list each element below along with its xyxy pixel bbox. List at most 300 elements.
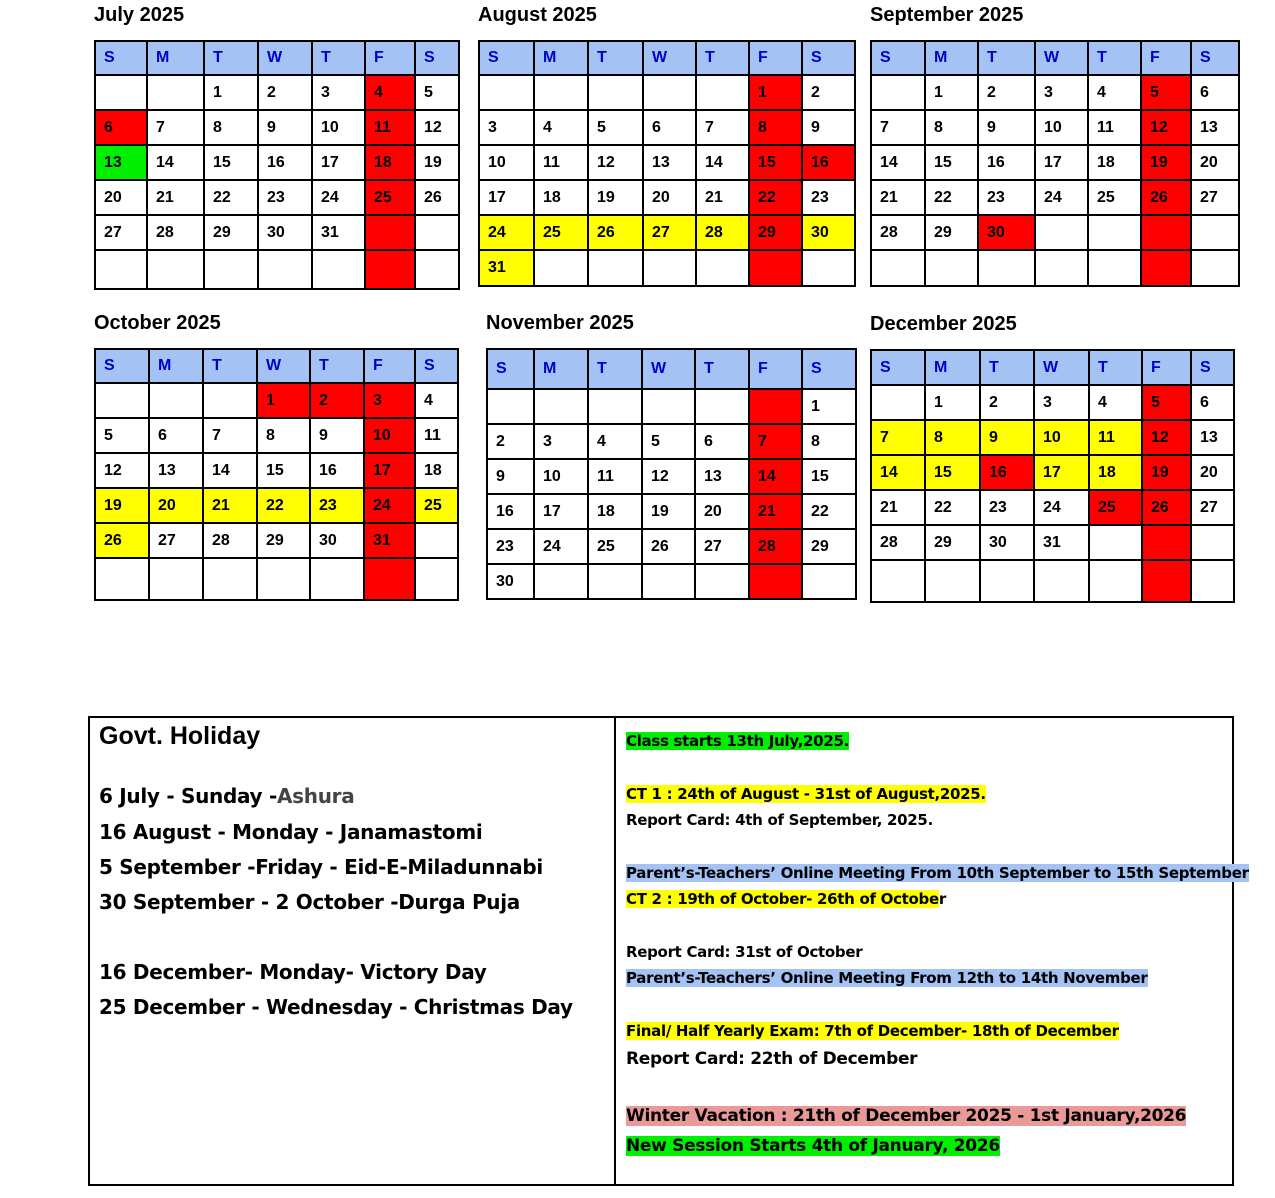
weekday-header: M [147, 41, 204, 75]
empty-day-cell [415, 215, 459, 250]
day-cell: 29 [925, 215, 978, 250]
day-cell: 3 [1035, 75, 1088, 110]
event-text-tail: r [938, 890, 946, 908]
empty-day-cell [479, 75, 534, 110]
holiday-text: 30 September - 2 October -Durga Puja [99, 890, 520, 914]
empty-day-cell [749, 564, 802, 599]
empty-day-cell [871, 560, 925, 602]
day-cell: 31 [1034, 525, 1089, 560]
month-table [870, 349, 1235, 603]
day-cell: 21 [696, 180, 749, 215]
week-row [479, 110, 855, 145]
day-cell: 10 [312, 110, 365, 145]
weekday-header: W [1034, 350, 1089, 385]
day-cell: 7 [871, 420, 925, 455]
day-cell: 22 [749, 180, 802, 215]
empty-day-cell [364, 558, 415, 600]
day-cell: 12 [1142, 420, 1191, 455]
empty-day-cell [147, 75, 204, 110]
day-cell: 11 [365, 110, 415, 145]
month-title: November 2025 [486, 312, 634, 334]
day-cell: 27 [95, 215, 147, 250]
day-cell: 16 [258, 145, 312, 180]
day-cell: 2 [980, 385, 1034, 420]
week-row [871, 215, 1239, 250]
week-row [871, 490, 1234, 525]
day-cell: 9 [978, 110, 1035, 145]
week-row [871, 250, 1239, 286]
day-cell: 12 [588, 145, 643, 180]
holiday-text: 16 August - Monday - Janamastomi [99, 820, 483, 844]
day-cell: 13 [1191, 420, 1234, 455]
day-cell: 15 [204, 145, 258, 180]
empty-day-cell [95, 75, 147, 110]
day-cell: 27 [1191, 180, 1239, 215]
holiday-item [99, 820, 482, 844]
day-cell: 16 [802, 145, 855, 180]
holiday-name: Ashura [276, 784, 355, 808]
weekday-header: W [258, 41, 312, 75]
week-row [871, 75, 1239, 110]
day-cell: 10 [534, 459, 588, 494]
weekday-header: W [1035, 41, 1088, 75]
week-row [487, 529, 856, 564]
week-row [479, 250, 855, 286]
day-cell: 8 [749, 110, 802, 145]
day-cell: 28 [147, 215, 204, 250]
day-cell: 31 [312, 215, 365, 250]
weekday-header: S [95, 349, 149, 383]
day-cell: 31 [364, 523, 415, 558]
empty-day-cell [415, 250, 459, 289]
empty-day-cell [203, 558, 257, 600]
empty-day-cell [257, 558, 310, 600]
week-row [479, 215, 855, 250]
day-cell: 18 [588, 494, 642, 529]
month-table [94, 40, 460, 290]
week-row [95, 215, 459, 250]
day-cell: 9 [487, 459, 534, 494]
day-cell: 21 [749, 494, 802, 529]
day-cell: 18 [1088, 145, 1141, 180]
weekday-header: S [802, 349, 856, 389]
weekday-header: T [203, 349, 257, 383]
day-cell: 20 [1191, 455, 1234, 490]
day-cell: 23 [487, 529, 534, 564]
weekday-header: S [415, 349, 458, 383]
week-row [487, 564, 856, 599]
day-cell: 15 [802, 459, 856, 494]
govt-holiday-section [90, 718, 616, 1184]
empty-day-cell [1191, 215, 1239, 250]
empty-day-cell [588, 250, 643, 286]
day-cell: 27 [1191, 490, 1234, 525]
empty-day-cell [95, 383, 149, 418]
week-row [871, 145, 1239, 180]
day-cell: 21 [203, 488, 257, 523]
day-cell: 30 [980, 525, 1034, 560]
day-cell: 19 [642, 494, 695, 529]
week-row [871, 525, 1234, 560]
month-title: December 2025 [870, 313, 1017, 335]
day-cell: 1 [802, 389, 856, 424]
day-cell: 20 [695, 494, 749, 529]
empty-day-cell [871, 385, 925, 420]
empty-day-cell [1191, 560, 1234, 602]
day-cell: 6 [1191, 75, 1239, 110]
empty-day-cell [643, 250, 696, 286]
empty-day-cell [95, 250, 147, 289]
holiday-item [99, 960, 487, 984]
week-row [95, 110, 459, 145]
day-cell: 6 [95, 110, 147, 145]
holiday-item [99, 784, 354, 808]
empty-day-cell [365, 215, 415, 250]
empty-day-cell [925, 250, 978, 286]
day-cell: 16 [980, 455, 1034, 490]
empty-day-cell [534, 564, 588, 599]
week-row [95, 75, 459, 110]
weekday-header: F [749, 349, 802, 389]
day-cell: 14 [147, 145, 204, 180]
day-cell: 5 [588, 110, 643, 145]
weekday-header: S [871, 350, 925, 385]
day-cell: 9 [258, 110, 312, 145]
day-cell: 26 [95, 523, 149, 558]
month-title: July 2025 [94, 4, 185, 26]
holiday-text: 6 July - Sunday - [99, 784, 277, 808]
empty-day-cell [642, 564, 695, 599]
day-cell: 8 [204, 110, 258, 145]
empty-day-cell [534, 389, 588, 424]
empty-day-cell [871, 250, 925, 286]
day-cell: 21 [871, 490, 925, 525]
day-cell: 17 [1035, 145, 1088, 180]
weekday-header: W [257, 349, 310, 383]
day-cell: 30 [310, 523, 364, 558]
weekday-header-row [871, 350, 1234, 385]
week-row [95, 250, 459, 289]
weekday-header: F [1141, 41, 1191, 75]
week-row [487, 459, 856, 494]
week-row [487, 424, 856, 459]
day-cell: 24 [534, 529, 588, 564]
week-row [95, 453, 458, 488]
weekday-header: F [749, 41, 802, 75]
empty-day-cell [1035, 215, 1088, 250]
day-cell: 20 [643, 180, 696, 215]
day-cell: 15 [257, 453, 310, 488]
empty-day-cell [588, 389, 642, 424]
day-cell: 14 [871, 455, 925, 490]
day-cell: 29 [204, 215, 258, 250]
day-cell: 15 [925, 455, 980, 490]
day-cell: 3 [534, 424, 588, 459]
day-cell: 21 [871, 180, 925, 215]
day-cell: 17 [479, 180, 534, 215]
weekday-header: W [642, 349, 695, 389]
empty-day-cell [695, 564, 749, 599]
event-item [626, 943, 862, 961]
day-cell: 5 [1142, 385, 1191, 420]
month-table [486, 348, 857, 600]
event-item [626, 1022, 1119, 1040]
event-text: Parent’s-Teachers’ Online Meeting From 10th September to 15th September [626, 864, 1249, 882]
weekday-header: S [95, 41, 147, 75]
empty-day-cell [802, 250, 855, 286]
day-cell: 7 [147, 110, 204, 145]
day-cell: 11 [1088, 110, 1141, 145]
week-row [487, 389, 856, 424]
empty-day-cell [149, 558, 203, 600]
empty-day-cell [802, 564, 856, 599]
week-row [871, 385, 1234, 420]
day-cell: 28 [696, 215, 749, 250]
day-cell: 6 [643, 110, 696, 145]
day-cell: 2 [978, 75, 1035, 110]
empty-day-cell [312, 250, 365, 289]
week-row [871, 420, 1234, 455]
empty-day-cell [95, 558, 149, 600]
weekday-header: M [534, 349, 588, 389]
empty-day-cell [147, 250, 204, 289]
day-cell: 1 [204, 75, 258, 110]
day-cell: 12 [1141, 110, 1191, 145]
day-cell: 9 [980, 420, 1034, 455]
day-cell: 11 [534, 145, 588, 180]
day-cell: 29 [802, 529, 856, 564]
empty-day-cell [588, 564, 642, 599]
day-cell: 25 [415, 488, 458, 523]
empty-day-cell [1142, 525, 1191, 560]
holiday-item [99, 855, 543, 879]
day-cell: 19 [588, 180, 643, 215]
weekday-header: M [149, 349, 203, 383]
weekday-header: T [978, 41, 1035, 75]
day-cell: 20 [95, 180, 147, 215]
day-cell: 6 [1191, 385, 1234, 420]
day-cell: 10 [1034, 420, 1089, 455]
day-cell: 14 [749, 459, 802, 494]
week-row [487, 494, 856, 529]
weekday-header: S [871, 41, 925, 75]
day-cell: 4 [588, 424, 642, 459]
empty-day-cell [696, 75, 749, 110]
day-cell: 10 [364, 418, 415, 453]
empty-day-cell [310, 558, 364, 600]
weekday-header: T [695, 349, 749, 389]
day-cell: 4 [534, 110, 588, 145]
day-cell: 20 [149, 488, 203, 523]
day-cell: 13 [95, 145, 147, 180]
weekday-header-row [479, 41, 855, 75]
empty-day-cell [749, 389, 802, 424]
week-row [871, 180, 1239, 215]
month-table [870, 40, 1240, 287]
day-cell: 5 [95, 418, 149, 453]
day-cell: 27 [643, 215, 696, 250]
day-cell: 6 [695, 424, 749, 459]
week-row [479, 145, 855, 180]
day-cell: 4 [415, 383, 458, 418]
weekday-header: T [696, 41, 749, 75]
month-title: October 2025 [94, 312, 221, 334]
day-cell: 29 [925, 525, 980, 560]
day-cell: 16 [978, 145, 1035, 180]
day-cell: 28 [749, 529, 802, 564]
event-item [626, 890, 946, 908]
weekday-header: S [479, 41, 534, 75]
day-cell: 6 [149, 418, 203, 453]
weekday-header: T [1088, 41, 1141, 75]
day-cell: 3 [364, 383, 415, 418]
holiday-item [99, 995, 573, 1019]
week-row [871, 110, 1239, 145]
day-cell: 20 [1191, 145, 1239, 180]
event-text: Report Card: 22th of December [626, 1049, 918, 1069]
empty-day-cell [1088, 250, 1141, 286]
event-text: Parent’s-Teachers’ Online Meeting From 12th to 14th November [626, 969, 1148, 987]
day-cell: 2 [487, 424, 534, 459]
day-cell: 8 [925, 420, 980, 455]
event-text: Final/ Half Yearly Exam: 7th of December- 18th of December [626, 1022, 1119, 1040]
empty-day-cell [749, 250, 802, 286]
info-panel [88, 716, 1249, 1186]
day-cell: 24 [479, 215, 534, 250]
holiday-item [99, 890, 520, 914]
day-cell: 22 [925, 180, 978, 215]
empty-day-cell [365, 250, 415, 289]
weekday-header: M [925, 41, 978, 75]
day-cell: 24 [1034, 490, 1089, 525]
day-cell: 5 [642, 424, 695, 459]
day-cell: 28 [871, 215, 925, 250]
day-cell: 30 [258, 215, 312, 250]
day-cell: 31 [479, 250, 534, 286]
day-cell: 3 [312, 75, 365, 110]
day-cell: 4 [1088, 75, 1141, 110]
day-cell: 27 [695, 529, 749, 564]
empty-day-cell [258, 250, 312, 289]
day-cell: 7 [871, 110, 925, 145]
week-row [871, 455, 1234, 490]
day-cell: 23 [980, 490, 1034, 525]
day-cell: 7 [203, 418, 257, 453]
day-cell: 5 [415, 75, 459, 110]
empty-day-cell [643, 75, 696, 110]
day-cell: 23 [258, 180, 312, 215]
weekday-header: F [1142, 350, 1191, 385]
day-cell: 18 [534, 180, 588, 215]
day-cell: 14 [871, 145, 925, 180]
day-cell: 17 [1034, 455, 1089, 490]
empty-day-cell [534, 75, 588, 110]
day-cell: 17 [364, 453, 415, 488]
day-cell: 22 [204, 180, 258, 215]
day-cell: 11 [415, 418, 458, 453]
week-row [479, 180, 855, 215]
weekday-header: S [415, 41, 459, 75]
weekday-header: M [534, 41, 588, 75]
event-item [626, 1049, 917, 1069]
empty-day-cell [695, 389, 749, 424]
day-cell: 10 [479, 145, 534, 180]
weekday-header-row [487, 349, 856, 389]
week-row [95, 145, 459, 180]
day-cell: 3 [1034, 385, 1089, 420]
day-cell: 24 [364, 488, 415, 523]
day-cell: 7 [749, 424, 802, 459]
event-item [626, 785, 986, 803]
day-cell: 26 [642, 529, 695, 564]
day-cell: 22 [802, 494, 856, 529]
day-cell: 12 [95, 453, 149, 488]
weekday-header: S [1191, 350, 1234, 385]
event-text: Winter Vacation : 21th of December 2025 - 1st January,2026 [626, 1106, 1187, 1126]
academic-events-section [616, 718, 1249, 1184]
day-cell: 17 [534, 494, 588, 529]
month-table [94, 348, 459, 601]
day-cell: 22 [257, 488, 310, 523]
weekday-header: T [588, 41, 643, 75]
day-cell: 15 [749, 145, 802, 180]
day-cell: 30 [978, 215, 1035, 250]
day-cell: 2 [802, 75, 855, 110]
day-cell: 19 [95, 488, 149, 523]
event-text: CT 2 : 19th of October- 26th of Octobe [626, 890, 939, 908]
day-cell: 1 [925, 385, 980, 420]
empty-day-cell [1034, 560, 1089, 602]
day-cell: 26 [415, 180, 459, 215]
day-cell: 8 [925, 110, 978, 145]
month-title: August 2025 [478, 4, 597, 26]
weekday-header: S [1191, 41, 1239, 75]
day-cell: 23 [978, 180, 1035, 215]
day-cell: 25 [1088, 180, 1141, 215]
event-text: Report Card: 4th of September, 2025. [626, 811, 933, 829]
day-cell: 23 [310, 488, 364, 523]
day-cell: 10 [1035, 110, 1088, 145]
day-cell: 26 [1141, 180, 1191, 215]
day-cell: 26 [588, 215, 643, 250]
event-text: CT 1 : 24th of August - 31st of August,2025. [626, 785, 986, 803]
day-cell: 13 [695, 459, 749, 494]
empty-day-cell [1035, 250, 1088, 286]
weekday-header: T [1089, 350, 1142, 385]
empty-day-cell [487, 389, 534, 424]
day-cell: 15 [925, 145, 978, 180]
govt-holiday-title: Govt. Holiday [99, 722, 261, 750]
empty-day-cell [415, 558, 458, 600]
day-cell: 4 [365, 75, 415, 110]
day-cell: 8 [802, 424, 856, 459]
day-cell: 19 [1141, 145, 1191, 180]
weekday-header: T [204, 41, 258, 75]
day-cell: 2 [258, 75, 312, 110]
event-item [626, 864, 1249, 882]
day-cell: 24 [312, 180, 365, 215]
empty-day-cell [204, 250, 258, 289]
empty-day-cell [1141, 215, 1191, 250]
day-cell: 25 [534, 215, 588, 250]
day-cell: 19 [1142, 455, 1191, 490]
day-cell: 25 [1089, 490, 1142, 525]
day-cell: 1 [925, 75, 978, 110]
month-title: September 2025 [870, 4, 1024, 26]
day-cell: 30 [802, 215, 855, 250]
day-cell: 4 [1089, 385, 1142, 420]
empty-day-cell [415, 523, 458, 558]
